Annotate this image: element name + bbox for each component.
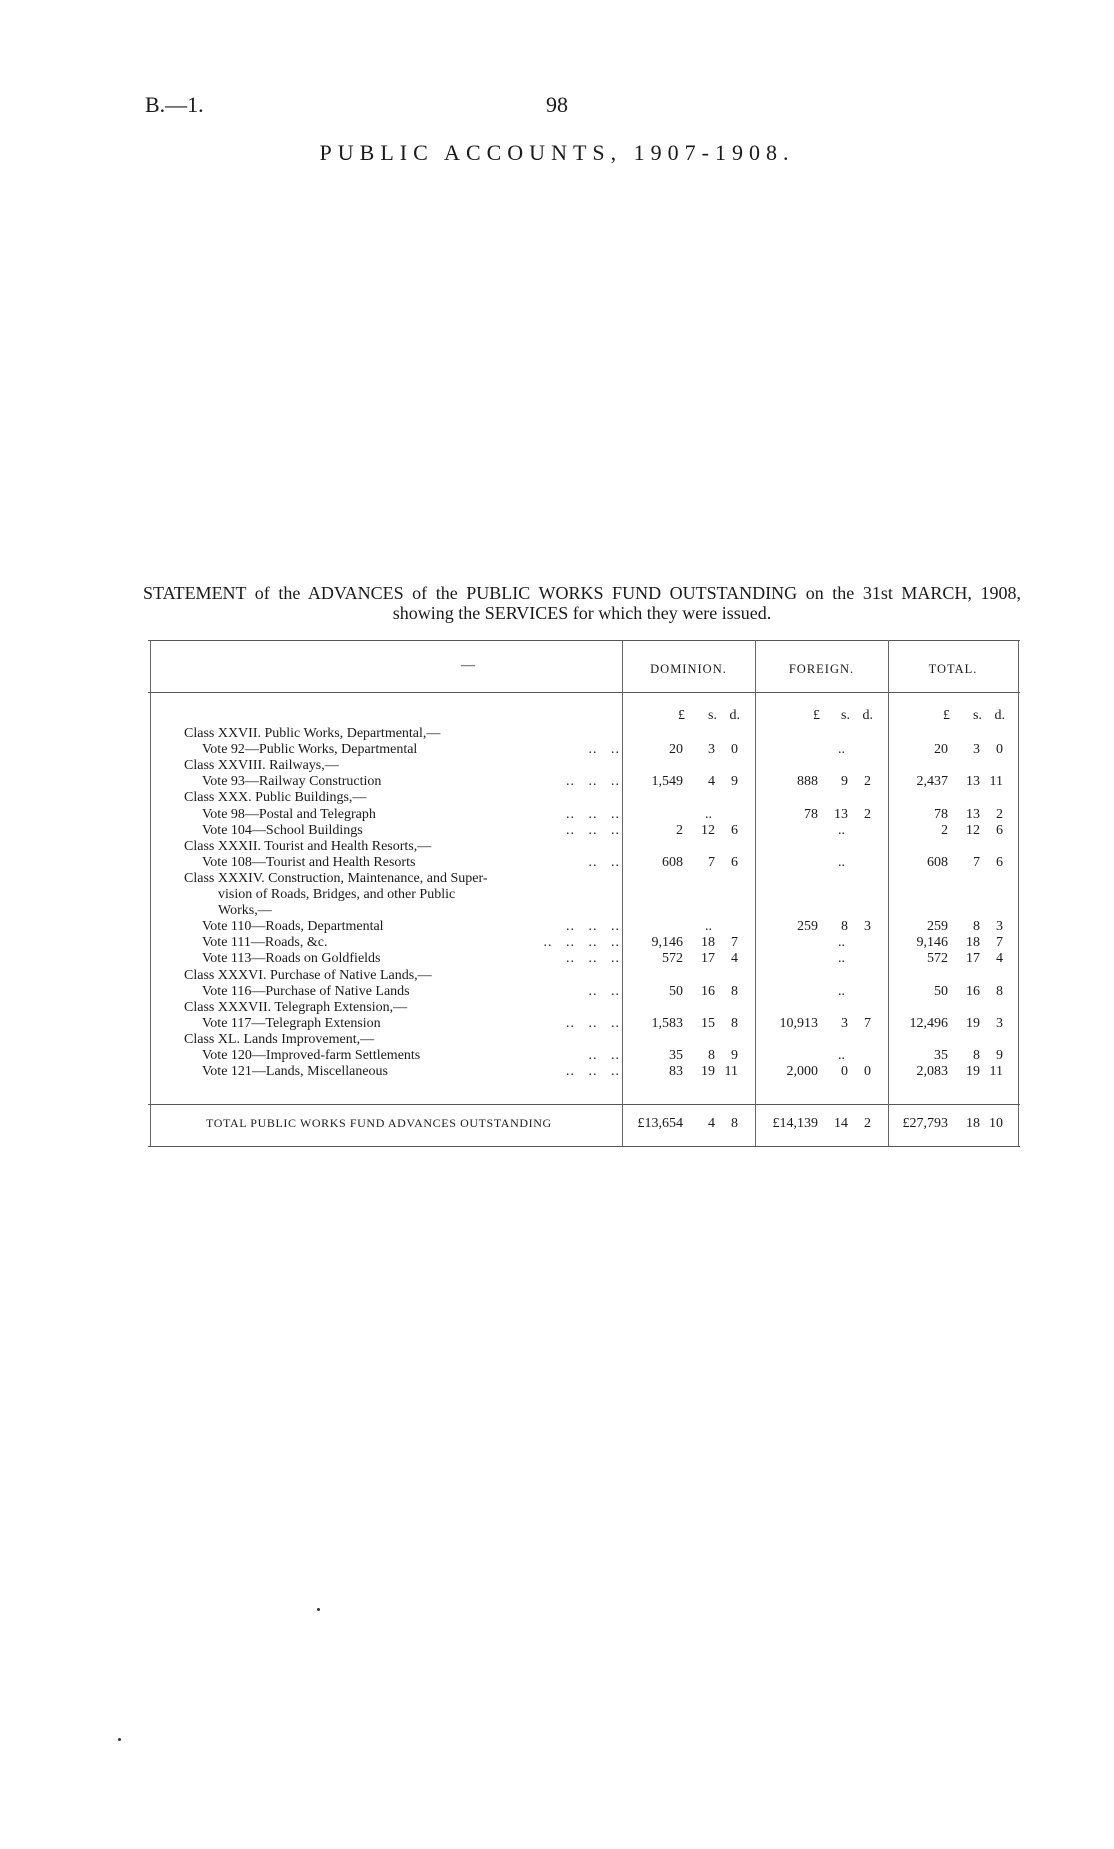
foreign-pounds: 888 — [797, 774, 818, 790]
total-pence: 6 — [996, 854, 1003, 870]
running-header: PUBLIC ACCOUNTS, 1907-1908. — [319, 140, 795, 165]
row-label: Vote 113—Roads on Goldfields — [202, 951, 381, 967]
class-heading-row — [148, 1032, 1020, 1048]
page-speck — [317, 1608, 320, 1611]
class-heading-row — [148, 1000, 1020, 1016]
total-shillings: 19 — [966, 1015, 980, 1031]
total-pounds: 20 — [934, 742, 948, 758]
dominion-pounds: 572 — [662, 951, 683, 967]
grand-total-row — [148, 1116, 1020, 1132]
vote-row — [148, 919, 1020, 935]
document-reference: B.—1. — [145, 92, 204, 117]
row-label: Vote 116—Purchase of Native Lands — [202, 983, 410, 999]
row-label: vision of Roads, Bridges, and other Public — [218, 887, 456, 902]
row-label: Vote 93—Railway Construction — [202, 774, 382, 790]
table-bottom-rule — [148, 1146, 1020, 1147]
row-label: Vote 108—Tourist and Health Resorts — [202, 854, 416, 870]
foreign-shillings: 3 — [841, 1015, 848, 1031]
dominion-shillings: 19 — [701, 1064, 715, 1080]
grand-total-label: TOTAL PUBLIC WORKS FUND ADVANCES OUTSTANDING — [206, 1116, 552, 1130]
class-heading-row — [148, 968, 1020, 984]
class-heading-row — [148, 903, 1020, 919]
total-shillings: 18 — [966, 935, 980, 951]
foreign-pence: 2 — [864, 806, 871, 822]
row-label: Vote 104—School Buildings — [202, 822, 363, 838]
dot-leaders: .. .. .. — [566, 774, 620, 790]
total-column-header: TOTAL. — [928, 662, 978, 676]
row-label: Vote 120—Improved-farm Settlements — [202, 1048, 421, 1063]
unit-label-total-shillings: s. — [973, 708, 982, 723]
total-pence: 10 — [989, 1116, 1003, 1131]
dominion-pounds: 50 — [669, 983, 683, 999]
total-pence: 8 — [996, 983, 1003, 999]
dominion-pence: 7 — [731, 935, 738, 951]
row-label: Works,— — [218, 903, 272, 919]
foreign-shillings: 0 — [841, 1064, 848, 1080]
dominion-nil: .. — [705, 919, 712, 935]
dominion-column-header: DOMINION. — [650, 662, 727, 676]
dominion-shillings: 4 — [708, 1116, 715, 1131]
total-pence: 7 — [996, 935, 1003, 951]
dominion-pence: 9 — [731, 774, 738, 790]
row-label: Class XXVIII. Railways,— — [184, 758, 339, 774]
foreign-pence: 7 — [864, 1015, 871, 1031]
row-label: Class XL. Lands Improvement,— — [184, 1031, 375, 1047]
foreign-pence: 2 — [864, 1116, 871, 1131]
page-speck — [118, 1738, 121, 1741]
class-heading-row — [148, 790, 1020, 806]
foreign-pounds: 259 — [797, 919, 818, 935]
total-shillings: 7 — [973, 854, 980, 870]
foreign-pounds: 78 — [804, 806, 818, 822]
total-shillings: 8 — [973, 919, 980, 935]
row-label: Class XXXVI. Purchase of Native Lands,— — [184, 967, 432, 983]
dominion-shillings: 3 — [708, 742, 715, 758]
foreign-nil: .. — [838, 1048, 845, 1063]
vote-row — [148, 935, 1020, 951]
vote-row — [148, 823, 1020, 839]
total-shillings: 13 — [966, 774, 980, 790]
total-pounds: 35 — [934, 1048, 948, 1063]
dot-leaders: .. .. — [588, 854, 620, 870]
total-pounds: 2 — [941, 822, 948, 838]
total-pounds: 572 — [927, 951, 948, 967]
foreign-pounds: £14,139 — [772, 1116, 818, 1131]
row-label: Class XXX. Public Buildings,— — [184, 790, 367, 806]
foreign-pence: 2 — [864, 774, 871, 790]
foreign-column-header: FOREIGN. — [788, 662, 855, 676]
total-pounds: 78 — [934, 806, 948, 822]
dominion-pounds: £13,654 — [637, 1116, 683, 1131]
dominion-pence: 8 — [731, 1116, 738, 1131]
dot-leaders: .. .. .. — [566, 1064, 620, 1080]
row-label: Vote 110—Roads, Departmental — [202, 919, 384, 935]
total-shillings: 18 — [966, 1116, 980, 1131]
total-pence: 6 — [996, 822, 1003, 838]
row-label: Vote 117—Telegraph Extension — [202, 1015, 381, 1031]
foreign-pounds: 10,913 — [779, 1015, 818, 1031]
foreign-nil: .. — [838, 742, 845, 758]
total-pence: 3 — [996, 919, 1003, 935]
row-label: Vote 92—Public Works, Departmental — [202, 742, 418, 758]
total-pounds: 2,083 — [916, 1064, 948, 1080]
dominion-pounds: 35 — [669, 1048, 683, 1063]
dot-leaders: .. .. — [588, 1048, 620, 1063]
vote-row — [148, 774, 1020, 790]
class-heading-row — [148, 887, 1020, 903]
total-pence: 0 — [996, 742, 1003, 758]
dominion-pounds: 2 — [676, 822, 683, 838]
total-shillings: 16 — [966, 983, 980, 999]
unit-label-foreign-pence: d. — [862, 708, 873, 723]
dominion-pounds: 83 — [669, 1064, 683, 1080]
foreign-nil: .. — [838, 935, 845, 951]
unit-label-dominion-pence: d. — [729, 708, 740, 723]
foreign-shillings: 14 — [834, 1116, 848, 1131]
vote-row — [148, 807, 1020, 823]
row-label: Class XXXVII. Telegraph Extension,— — [184, 999, 408, 1015]
dominion-pence: 9 — [731, 1048, 738, 1063]
foreign-pounds: 2,000 — [786, 1064, 818, 1080]
dot-leaders: .. .. .. — [566, 919, 620, 935]
dot-leaders: .. .. .. — [566, 822, 620, 838]
dot-leaders: .. .. .. — [566, 951, 620, 967]
dominion-shillings: 18 — [701, 935, 715, 951]
dot-leaders: .. .. — [588, 983, 620, 999]
class-heading-row — [148, 758, 1020, 774]
dot-leaders: .. .. .. — [566, 1015, 620, 1031]
unit-label-total-pence: d. — [994, 708, 1005, 723]
class-heading-row — [148, 871, 1020, 887]
total-pounds: 2,437 — [916, 774, 948, 790]
total-pounds: 259 — [927, 919, 948, 935]
class-heading-row — [148, 839, 1020, 855]
foreign-pence: 3 — [864, 919, 871, 935]
vote-row — [148, 1016, 1020, 1032]
dominion-pounds: 9,146 — [651, 935, 683, 951]
total-pence: 2 — [996, 806, 1003, 822]
total-pounds: 50 — [934, 983, 948, 999]
foreign-pence: 0 — [864, 1064, 871, 1080]
vote-row — [148, 951, 1020, 967]
dominion-shillings: 8 — [708, 1048, 715, 1063]
dominion-shillings: 12 — [701, 822, 715, 838]
unit-label-dominion-pounds: £ — [678, 708, 685, 723]
dominion-pence: 0 — [731, 742, 738, 758]
foreign-shillings: 8 — [841, 919, 848, 935]
row-label: Vote 121—Lands, Miscellaneous — [202, 1064, 388, 1080]
class-heading-row — [148, 726, 1020, 742]
dominion-pounds: 1,549 — [651, 774, 683, 790]
dominion-shillings: 7 — [708, 854, 715, 870]
unit-label-dominion-shillings: s. — [708, 708, 717, 723]
advances-table — [148, 640, 1020, 1152]
dominion-nil: .. — [705, 806, 712, 822]
total-shillings: 13 — [966, 806, 980, 822]
row-label: Vote 111—Roads, &c. — [202, 935, 328, 951]
vote-row — [148, 1064, 1020, 1080]
vote-row — [148, 742, 1020, 758]
unit-label-foreign-shillings: s. — [841, 708, 850, 723]
statement-title: STATEMENT of the ADVANCES of the PUBLIC WORKS FUND OUTSTANDING on the 31st MARCH, 1908, showing the SERVICES for which they were issued. — [143, 583, 1021, 623]
dominion-pence: 6 — [731, 822, 738, 838]
vote-row — [148, 855, 1020, 871]
foreign-shillings: 13 — [834, 806, 848, 822]
foreign-shillings: 9 — [841, 774, 848, 790]
vote-row — [148, 984, 1020, 1000]
vote-row — [148, 1048, 1020, 1064]
table-top-rule — [148, 640, 1020, 641]
row-label: Class XXXIV. Construction, Maintenance, and Super- — [184, 870, 488, 886]
total-pounds: 9,146 — [916, 935, 948, 951]
total-shillings: 19 — [966, 1064, 980, 1080]
row-label: Class XXXII. Tourist and Health Resorts,— — [184, 838, 432, 854]
total-shillings: 17 — [966, 951, 980, 967]
total-pence: 11 — [989, 774, 1003, 790]
foreign-nil: .. — [838, 822, 845, 838]
dominion-pounds: 608 — [662, 854, 683, 870]
dominion-pence: 6 — [731, 854, 738, 870]
unit-label-total-pounds: £ — [943, 708, 950, 723]
dominion-shillings: 4 — [708, 774, 715, 790]
total-shillings: 8 — [973, 1048, 980, 1063]
row-label: Class XXVII. Public Works, Departmental,— — [184, 726, 441, 741]
dominion-pence: 8 — [731, 1015, 738, 1031]
total-shillings: 12 — [966, 822, 980, 838]
dot-leaders: .. .. .. .. — [543, 935, 620, 951]
foreign-nil: .. — [838, 951, 845, 967]
dominion-pence: 4 — [731, 951, 738, 967]
dominion-pence: 11 — [724, 1064, 738, 1080]
dominion-shillings: 15 — [701, 1015, 715, 1031]
dot-leaders: .. .. .. — [566, 806, 620, 822]
total-pence: 9 — [996, 1048, 1003, 1063]
total-pounds: 608 — [927, 854, 948, 870]
total-pounds: £27,793 — [902, 1116, 948, 1131]
dominion-pence: 8 — [731, 983, 738, 999]
dominion-pounds: 1,583 — [651, 1015, 683, 1031]
total-pounds: 12,496 — [909, 1015, 948, 1031]
dot-leaders: .. .. — [588, 742, 620, 758]
dominion-shillings: 16 — [701, 983, 715, 999]
row-label: Vote 98—Postal and Telegraph — [202, 806, 376, 822]
dominion-shillings: 17 — [701, 951, 715, 967]
dominion-pounds: 20 — [669, 742, 683, 758]
foreign-nil: .. — [838, 854, 845, 870]
page-number: 98 — [546, 92, 568, 117]
total-shillings: 3 — [973, 742, 980, 758]
total-pence: 3 — [996, 1015, 1003, 1031]
total-pence: 4 — [996, 951, 1003, 967]
table-total-rule — [148, 1104, 1020, 1105]
total-pence: 11 — [989, 1064, 1003, 1080]
unit-label-foreign-pounds: £ — [813, 708, 820, 723]
table-header-rule — [148, 692, 1020, 693]
description-column-header: — — [461, 658, 475, 673]
foreign-nil: .. — [838, 983, 845, 999]
